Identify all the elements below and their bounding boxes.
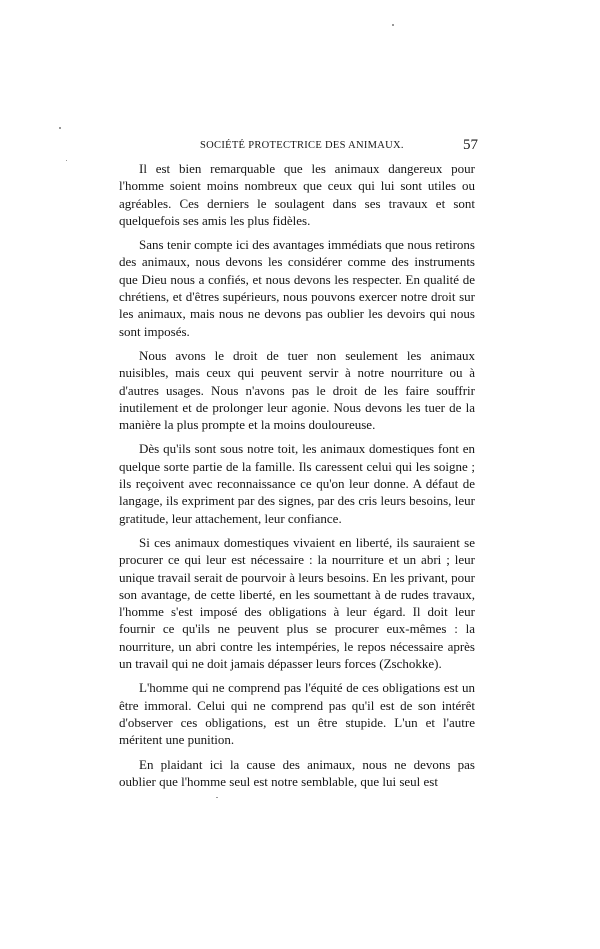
paragraph: En plaidant ici la cause des animaux, nous ne devons pas oublier que l'homme seul est notre semblable, que lui seul est	[119, 756, 475, 789]
paragraph: Sans tenir compte ici des avantages immédiats que nous retirons des animaux, nous devons les considérer comme des instruments que Dieu nous a confiés, et nous devons les respecter. En qualité de chrétiens, et d'êtres supérieurs, nous pouvons exercer notre droit sur les animaux, mais nous ne devons pas oublier les devoirs qui nous sont imposés.	[119, 237, 475, 339]
print-speck	[66, 160, 67, 161]
paragraph: Nous avons le droit de tuer non seulement les animaux nuisibles, mais ceux qui peuvent servir à notre nourriture ou à d'autres usages. Nous n'avons pas le droit de les faire souffrir inutilement et de prolonger leur agonie. Nous devons les tuer de la manière la plus prompte et la moins douloureuse.	[119, 347, 475, 433]
page-number: 57	[463, 137, 478, 153]
print-speck	[392, 24, 394, 26]
paragraph: Si ces animaux domestiques vivaient en liberté, ils sauraient se procurer ce qui leur est nécessaire : la nourriture et un abri ; leur unique travail serait de pourvoir à leurs besoins. En les privant, pour son avantage, de cette liberté, en les soumettant à de rudes travaux, l'homme s'est imposé des obligations à leur égard. Il doit leur fournir ce qu'ils ne peuvent plus se procurer eux-mêmes : la nourriture, un abri contre les intempéries, le repos nécessaire après un travail qui ne doit jamais dépasser leurs forces (Zschokke).	[119, 534, 475, 672]
body-text	[119, 160, 475, 790]
print-speck	[59, 127, 61, 129]
paragraph: Dès qu'ils sont sous notre toit, les animaux domestiques font en quelque sorte partie de la famille. Ils caressent celui qui les soigne ; ils reçoivent avec reconnaissance ce qu'on leur donne. A défaut de langage, ils expriment par des signes, par des cris leurs besoins, leur gratitude, leur attachement, leur confiance.	[119, 441, 475, 526]
paragraph: Il est bien remarquable que les animaux dangereux pour l'homme soient moins nombreux que ceux qui lui sont utiles ou agréables. Ces derniers le soulagent dans ses travaux et sont quelquefois ses amis les plus fidèles.	[119, 161, 475, 228]
print-speck	[216, 797, 218, 798]
running-head-title: SOCIÉTÉ PROTECTRICE DES ANIMAUX.	[200, 140, 404, 151]
running-head	[118, 137, 478, 160]
paragraph: L'homme qui ne comprend pas l'équité de ces obligations est un être immoral. Celui qui ne comprend pas qu'il est de son intérêt d'observer ces obligations, est un être stupide. L'un et l'autre méritent une punition.	[119, 680, 475, 748]
